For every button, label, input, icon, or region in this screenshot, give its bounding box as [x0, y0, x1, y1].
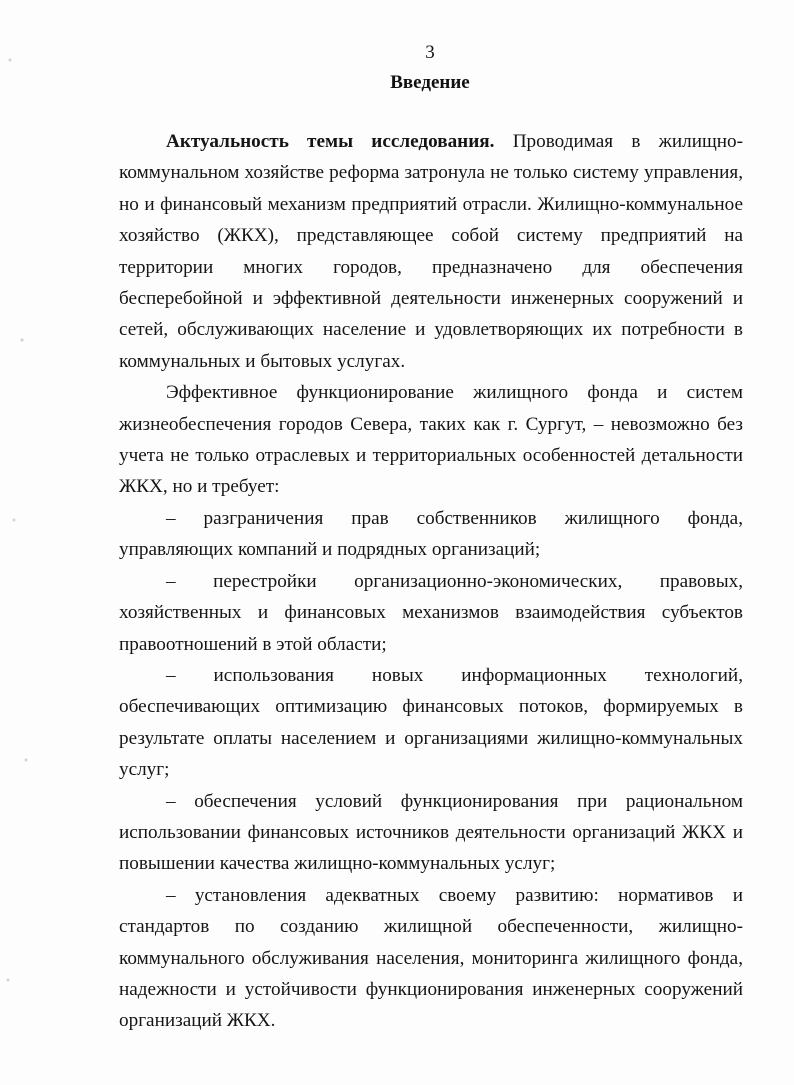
paragraph-relevance	[119, 126, 743, 377]
page-number: 3	[425, 42, 435, 63]
list-item-information-technologies: – использования новых информационных технологий, обеспечивающих оптимизацию финансовых потоков, формируемых в результате оплаты населением и организациями жилищно-коммунальных услуг;	[119, 664, 743, 781]
paragraph-effective-functioning: Эффективное функционирование жилищного фонда и систем жизнеобеспечения городов Севера, таких как г. Сургут, – невозможно без учета не только отраслевых и территориальных особенностей детальности ЖКХ, но и требует:	[119, 382, 743, 498]
lead-term: Актуальность темы исследования.	[166, 131, 495, 152]
body-text	[119, 126, 743, 1037]
list-item-functioning-conditions: – обеспечения условий функционирования при рациональном использовании финансовых источников деятельности организаций ЖКХ и повышении качества жилищно-коммунальных услуг;	[119, 790, 743, 875]
list-item-restructuring: – перестройки организационно-экономических, правовых, хозяйственных и финансовых механизмов взаимодействия субъектов правоотношений в этой области;	[119, 570, 743, 655]
section-heading: Введение	[390, 72, 470, 93]
scan-noise-edge	[0, 0, 38, 1085]
paragraph-text: Проводимая в жилищно-коммунальном хозяйстве реформа затронула не только систему управления, но и финансовый механизм предприятий отрасли. Жилищно-коммунальное хозяйство (ЖКХ), представляющее собой систему предприятий на территории многих городов, предназначено для обеспечения бесперебойной и эффективной деятельности инженерных сооружений и сетей, обслуживающих население и удовлетворяющих их потребности в коммунальных и бытовых услугах.	[119, 131, 744, 372]
list-item-property-rights: – разграничения прав собственников жилищного фонда, управляющих компаний и подрядных организаций;	[119, 507, 743, 561]
list-item-standards: – установления адекватных своему развитию: нормативов и стандартов по созданию жилищной обеспеченности, жилищно-коммунального обслуживания населения, мониторинга жилищного фонда, надежности и устойчивости функционирования инженерных сооружений организаций ЖКХ.	[119, 884, 743, 1032]
